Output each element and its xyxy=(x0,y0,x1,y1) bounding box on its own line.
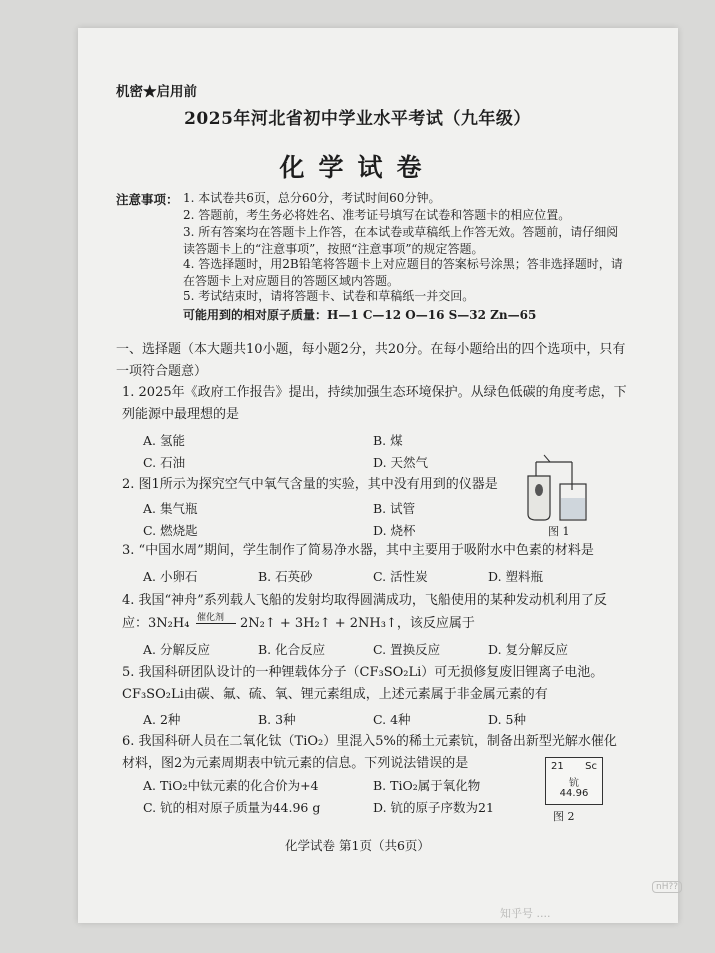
secret-label: 机密★启用前 xyxy=(116,84,197,100)
option: D. 塑料瓶 xyxy=(488,569,544,584)
page-footer: 化学试卷 第1页（共6页） xyxy=(285,838,430,853)
watermark-badge: nH?? xyxy=(652,881,682,893)
note-item: 4. 答选择题时，用2B铅笔将答题卡上对应题目的答案标号涂黑；答非选择题时，请在答题卡上对应题目的答题区域内答题。 xyxy=(183,257,623,288)
question-stem: 3. “中国水周”期间，学生制作了简易净水器，其中主要用于吸附水中色素的材料是 xyxy=(122,543,594,558)
option: A. 小卵石 xyxy=(143,569,198,584)
atomic-masses: 可能用到的相对原子质量：H—1 C—12 O—16 S—32 Zn—65 xyxy=(183,308,537,322)
exam-title: 2025年河北省初中学业水平考试（九年级） xyxy=(184,109,531,129)
question-stem: 1. 2025年《政府工作报告》提出，持续加强生态环境保护。从绿色低碳的角度考虑，下列能源中最理想的是 xyxy=(122,385,627,422)
option: A. 集气瓶 xyxy=(143,501,198,516)
note-item: 3. 所有答案均在答题卡上作答，在本试卷或草稿纸上作答无效。答题前，请仔细阅读答题卡上的“注意事项”，按照“注意事项”的规定答题。 xyxy=(183,225,619,256)
equation-right: 2N₂↑ + 3H₂↑ + 2NH₃↑，该反应属于 xyxy=(240,616,475,631)
apparatus-figure xyxy=(520,450,610,522)
periodic-element-card xyxy=(545,757,603,805)
option: B. TiO₂属于氧化物 xyxy=(373,778,481,793)
watermark-text: 知乎号 .... xyxy=(500,907,551,920)
option: D. 5种 xyxy=(488,712,526,727)
catalyst-label: 催化剂 xyxy=(197,613,225,623)
option: C. 4种 xyxy=(373,712,411,727)
option: C. 活性炭 xyxy=(373,569,428,584)
question-stem: 5. 我国科研团队设计的一种锂载体分子（CF₃SO₂Li）可无损修复废旧锂离子电池。CF₃SO₂Li由碳、氟、硫、氧、锂元素组成，上述元素属于非金属元素的有 xyxy=(122,665,604,702)
element-symbol: Sc xyxy=(585,761,597,772)
option: C. 置换反应 xyxy=(373,642,441,657)
option: A. 分解反应 xyxy=(143,642,210,657)
notes-label: 注意事项： xyxy=(116,192,179,207)
subject-title: 化学试卷 xyxy=(279,153,436,182)
option: B. 石英砂 xyxy=(258,569,313,584)
option: A. TiO₂中钛元素的化合价为+4 xyxy=(143,778,319,793)
note-item: 2. 答题前，考生务必将姓名、准考证号填写在试卷和答题卡的相应位置。 xyxy=(183,208,571,222)
option: C. 石油 xyxy=(143,455,186,470)
note-item: 5. 考试结束时，请将答题卡、试卷和草稿纸一并交回。 xyxy=(183,289,475,303)
option: A. 氢能 xyxy=(143,433,185,448)
section-heading: 一、选择题（本大题共10小题，每小题2分，共20分。在每小题给出的四个选项中，只有一项符合题意） xyxy=(116,342,626,379)
figure-caption: 图 1 xyxy=(548,525,570,538)
option: D. 复分解反应 xyxy=(488,642,569,657)
question-stem: 2. 图1所示为探究空气中氧气含量的实验，其中没有用到的仪器是 xyxy=(122,477,498,492)
element-name: 钪 xyxy=(569,778,579,789)
option: B. 3种 xyxy=(258,712,296,727)
option: C. 燃烧匙 xyxy=(143,523,198,538)
equation-left: 应：3N₂H₄ xyxy=(122,616,190,631)
element-number: 21 xyxy=(551,761,564,772)
reaction-arrow xyxy=(196,623,236,624)
option: D. 天然气 xyxy=(373,455,429,470)
figure-caption: 图 2 xyxy=(553,810,575,823)
note-item: 1. 本试卷共6页，总分60分，考试时间60分钟。 xyxy=(183,191,441,205)
option: D. 烧杯 xyxy=(373,523,416,538)
option: B. 试管 xyxy=(373,501,416,516)
question-stem: 6. 我国科研人员在二氧化钛（TiO₂）里混入5%的稀土元素钪，制备出新型光解水催化材料，图2为元素周期表中钪元素的信息。下列说法错误的是 xyxy=(122,734,617,771)
option: D. 钪的原子序数为21 xyxy=(373,800,494,815)
question-stem: 4. 我国“神舟”系列载人飞船的发射均取得圆满成功，飞船使用的某种发动机利用了反 xyxy=(122,593,607,608)
option: A. 2种 xyxy=(143,712,181,727)
option: B. 化合反应 xyxy=(258,642,326,657)
element-mass: 44.96 xyxy=(559,788,589,799)
option: B. 煤 xyxy=(373,433,403,448)
option: C. 钪的相对原子质量为44.96 g xyxy=(143,800,321,815)
